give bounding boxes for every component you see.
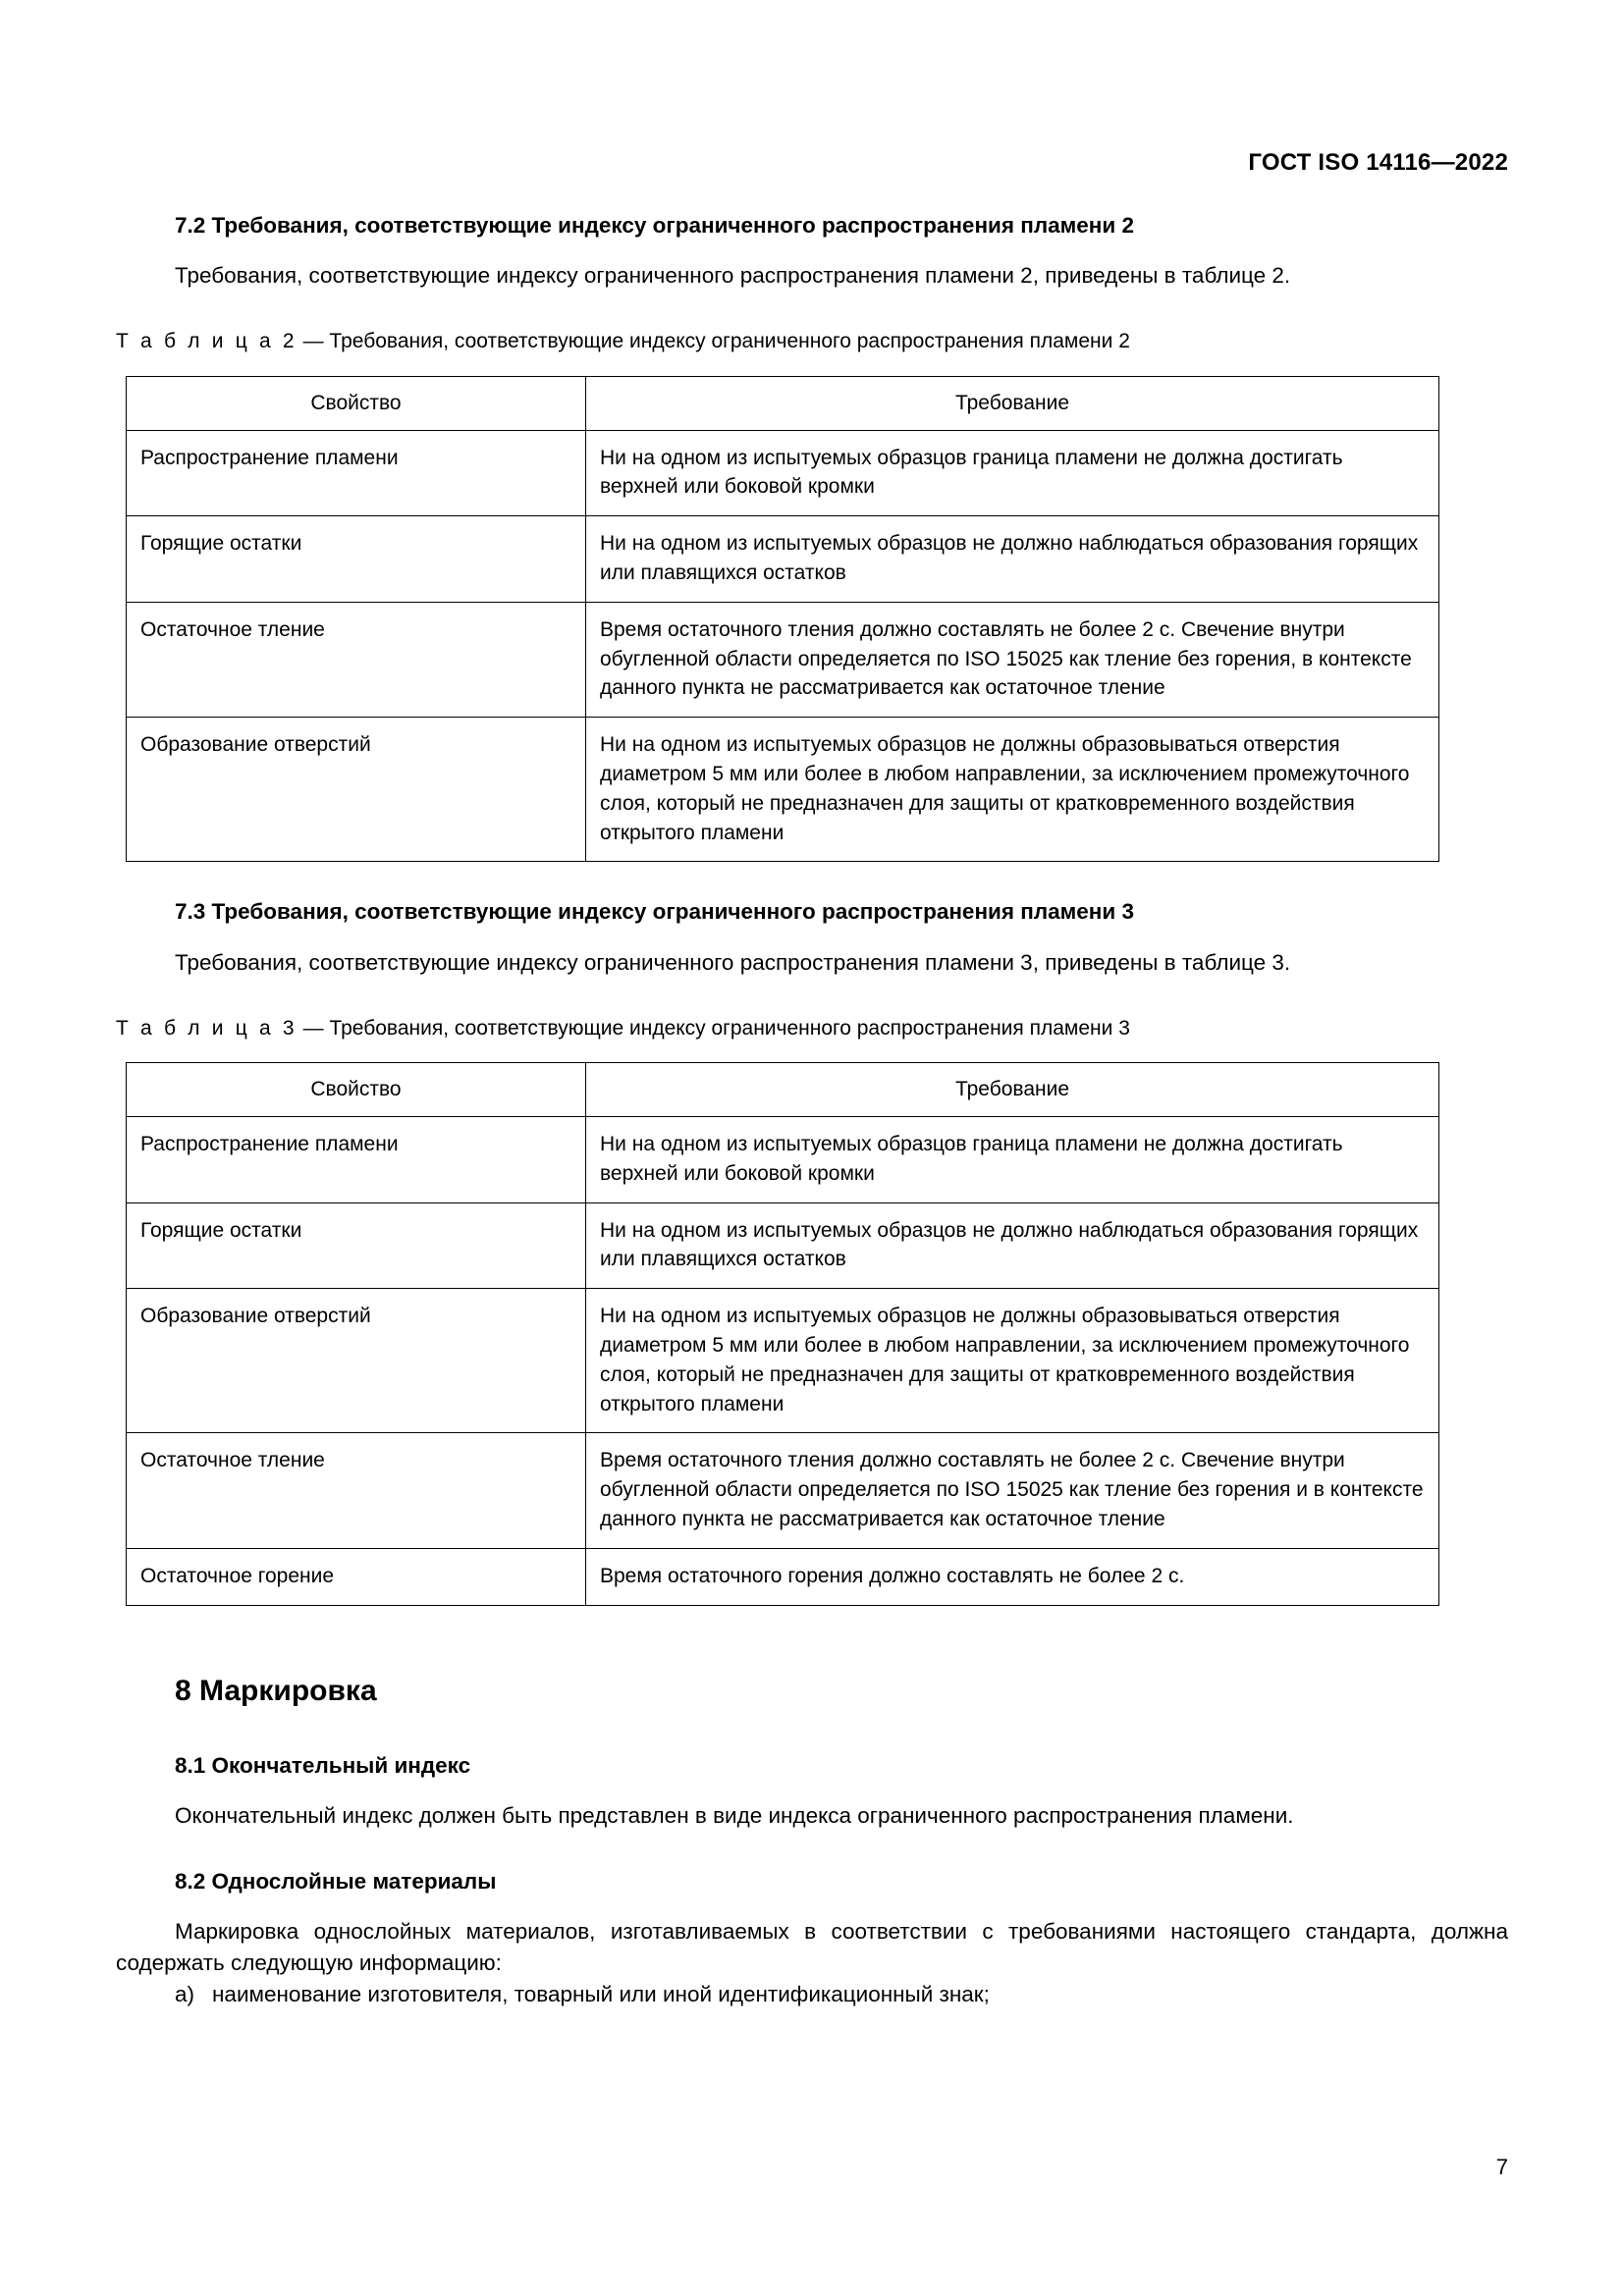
- table-row: [127, 1289, 1439, 1433]
- paragraph-8-1: Окончательный индекс должен быть представлен в виде индекса ограниченного распространения пламени.: [175, 1803, 1294, 1829]
- table-2-cell-requirement: Ни на одном из испытуемых образцов не должны образовываться отверстия диаметром 5 мм или более в любом направлении, за исключением промежуточного слоя, который не предназначен для защиты от кратковременного воздействия открытого пламени: [586, 718, 1439, 862]
- table-2-header-requirement: Требование: [586, 376, 1439, 430]
- heading-7-2: 7.2 Требования, соответствующие индексу ограниченного распространения пламени 2: [175, 213, 1134, 238]
- table-2-cell-requirement: Ни на одном из испытуемых образцов не должно наблюдаться образования горящих или плавящихся остатков: [586, 516, 1439, 603]
- paragraph-7-2: Требования, соответствующие индексу ограниченного распространения пламени 2, приведены в таблице 2.: [175, 263, 1291, 289]
- table-3-caption-label: Т а б л и ц а 3: [116, 1016, 298, 1040]
- table-3-cell-property: Горящие остатки: [127, 1202, 586, 1289]
- heading-8-1: 8.1 Окончательный индекс: [175, 1752, 471, 1778]
- table-2-cell-property: Распространение пламени: [127, 430, 586, 516]
- table-row: [127, 1202, 1439, 1289]
- table-3-caption: [116, 1014, 1508, 1042]
- heading-8: 8 Маркировка: [175, 1674, 377, 1707]
- table-3-cell-requirement: Ни на одном из испытуемых образцов граница пламени не должна достигать верхней или боковой кромки: [586, 1116, 1439, 1202]
- table-row: [127, 1433, 1439, 1548]
- table-row-header: [127, 376, 1439, 430]
- page-number: 7: [1495, 2155, 1508, 2179]
- table-2-cell-requirement: Ни на одном из испытуемых образцов граница пламени не должна достигать верхней или боковой кромки: [586, 430, 1439, 516]
- table-2-cell-property: Образование отверстий: [127, 718, 586, 862]
- table-3-cell-requirement: Время остаточного тления должно составлять не более 2 с. Свечение внутри обугленной области определяется по ISO 15025 как тление без горения и в контексте данного пункта не рассматривается как остаточное тление: [586, 1433, 1439, 1548]
- table-3-header-property: Свойство: [127, 1063, 586, 1117]
- table-3-cell-requirement: Ни на одном из испытуемых образцов не должно наблюдаться образования горящих или плавящихся остатков: [586, 1202, 1439, 1289]
- table-row: [127, 718, 1439, 862]
- table-row: [127, 516, 1439, 603]
- table-3-cell-property: Остаточное тление: [127, 1433, 586, 1548]
- table-row: [127, 1116, 1439, 1202]
- table-3-cell-property: Образование отверстий: [127, 1289, 586, 1433]
- table-3: [126, 1062, 1439, 1606]
- list-item-text: наименование изготовителя, товарный или иной идентификационный знак;: [212, 1982, 990, 2007]
- table-3-cell-requirement: Ни на одном из испытуемых образцов не должны образовываться отверстия диаметром 5 мм или более в любом направлении, за исключением промежуточного слоя, который не предназначен для защиты от кратковременного воздействия открытого пламени: [586, 1289, 1439, 1433]
- paragraph-8-2: Маркировка однослойных материалов, изготавливаемых в соответствии с требованиями настоящего стандарта, должна содержать следующую информацию:: [116, 1919, 1508, 1976]
- table-3-caption-text: — Требования, соответствующие индексу ограниченного распространения пламени 3: [297, 1016, 1130, 1040]
- table-2-cell-property: Горящие остатки: [127, 516, 586, 603]
- table-3-cell-property: Остаточное горение: [127, 1548, 586, 1605]
- list-item: [116, 1979, 1508, 2010]
- table-2-caption-text: — Требования, соответствующие индексу ограниченного распространения пламени 2: [297, 330, 1130, 353]
- page-content: [116, 211, 1508, 2010]
- list-item-marker: a): [175, 1982, 195, 2007]
- table-2-cell-requirement: Время остаточного тления должно составлять не более 2 с. Свечение внутри обугленной области определяется по ISO 15025 как тление без горения, в контексте данного пункта не рассматривается как остаточное тление: [586, 602, 1439, 717]
- table-3-cell-requirement: Время остаточного горения должно составлять не более 2 с.: [586, 1548, 1439, 1605]
- heading-7-3: 7.3 Требования, соответствующие индексу ограниченного распространения пламени 3: [175, 899, 1134, 925]
- page-header-standard: ГОСТ ISO 14116—2022: [1248, 149, 1508, 176]
- table-2-caption: [116, 327, 1508, 355]
- table-3-header-requirement: Требование: [586, 1063, 1439, 1117]
- table-row: [127, 602, 1439, 717]
- table-row: [127, 430, 1439, 516]
- table-row-header: [127, 1063, 1439, 1117]
- table-2-caption-label: Т а б л и ц а 2: [116, 330, 298, 353]
- heading-8-2: 8.2 Однослойные материалы: [175, 1869, 497, 1895]
- table-2-cell-property: Остаточное тление: [127, 602, 586, 717]
- table-2: [126, 376, 1439, 863]
- paragraph-7-3: Требования, соответствующие индексу ограниченного распространения пламени 3, приведены в таблице 3.: [175, 949, 1291, 975]
- table-row: [127, 1548, 1439, 1605]
- table-2-header-property: Свойство: [127, 376, 586, 430]
- table-3-cell-property: Распространение пламени: [127, 1116, 586, 1202]
